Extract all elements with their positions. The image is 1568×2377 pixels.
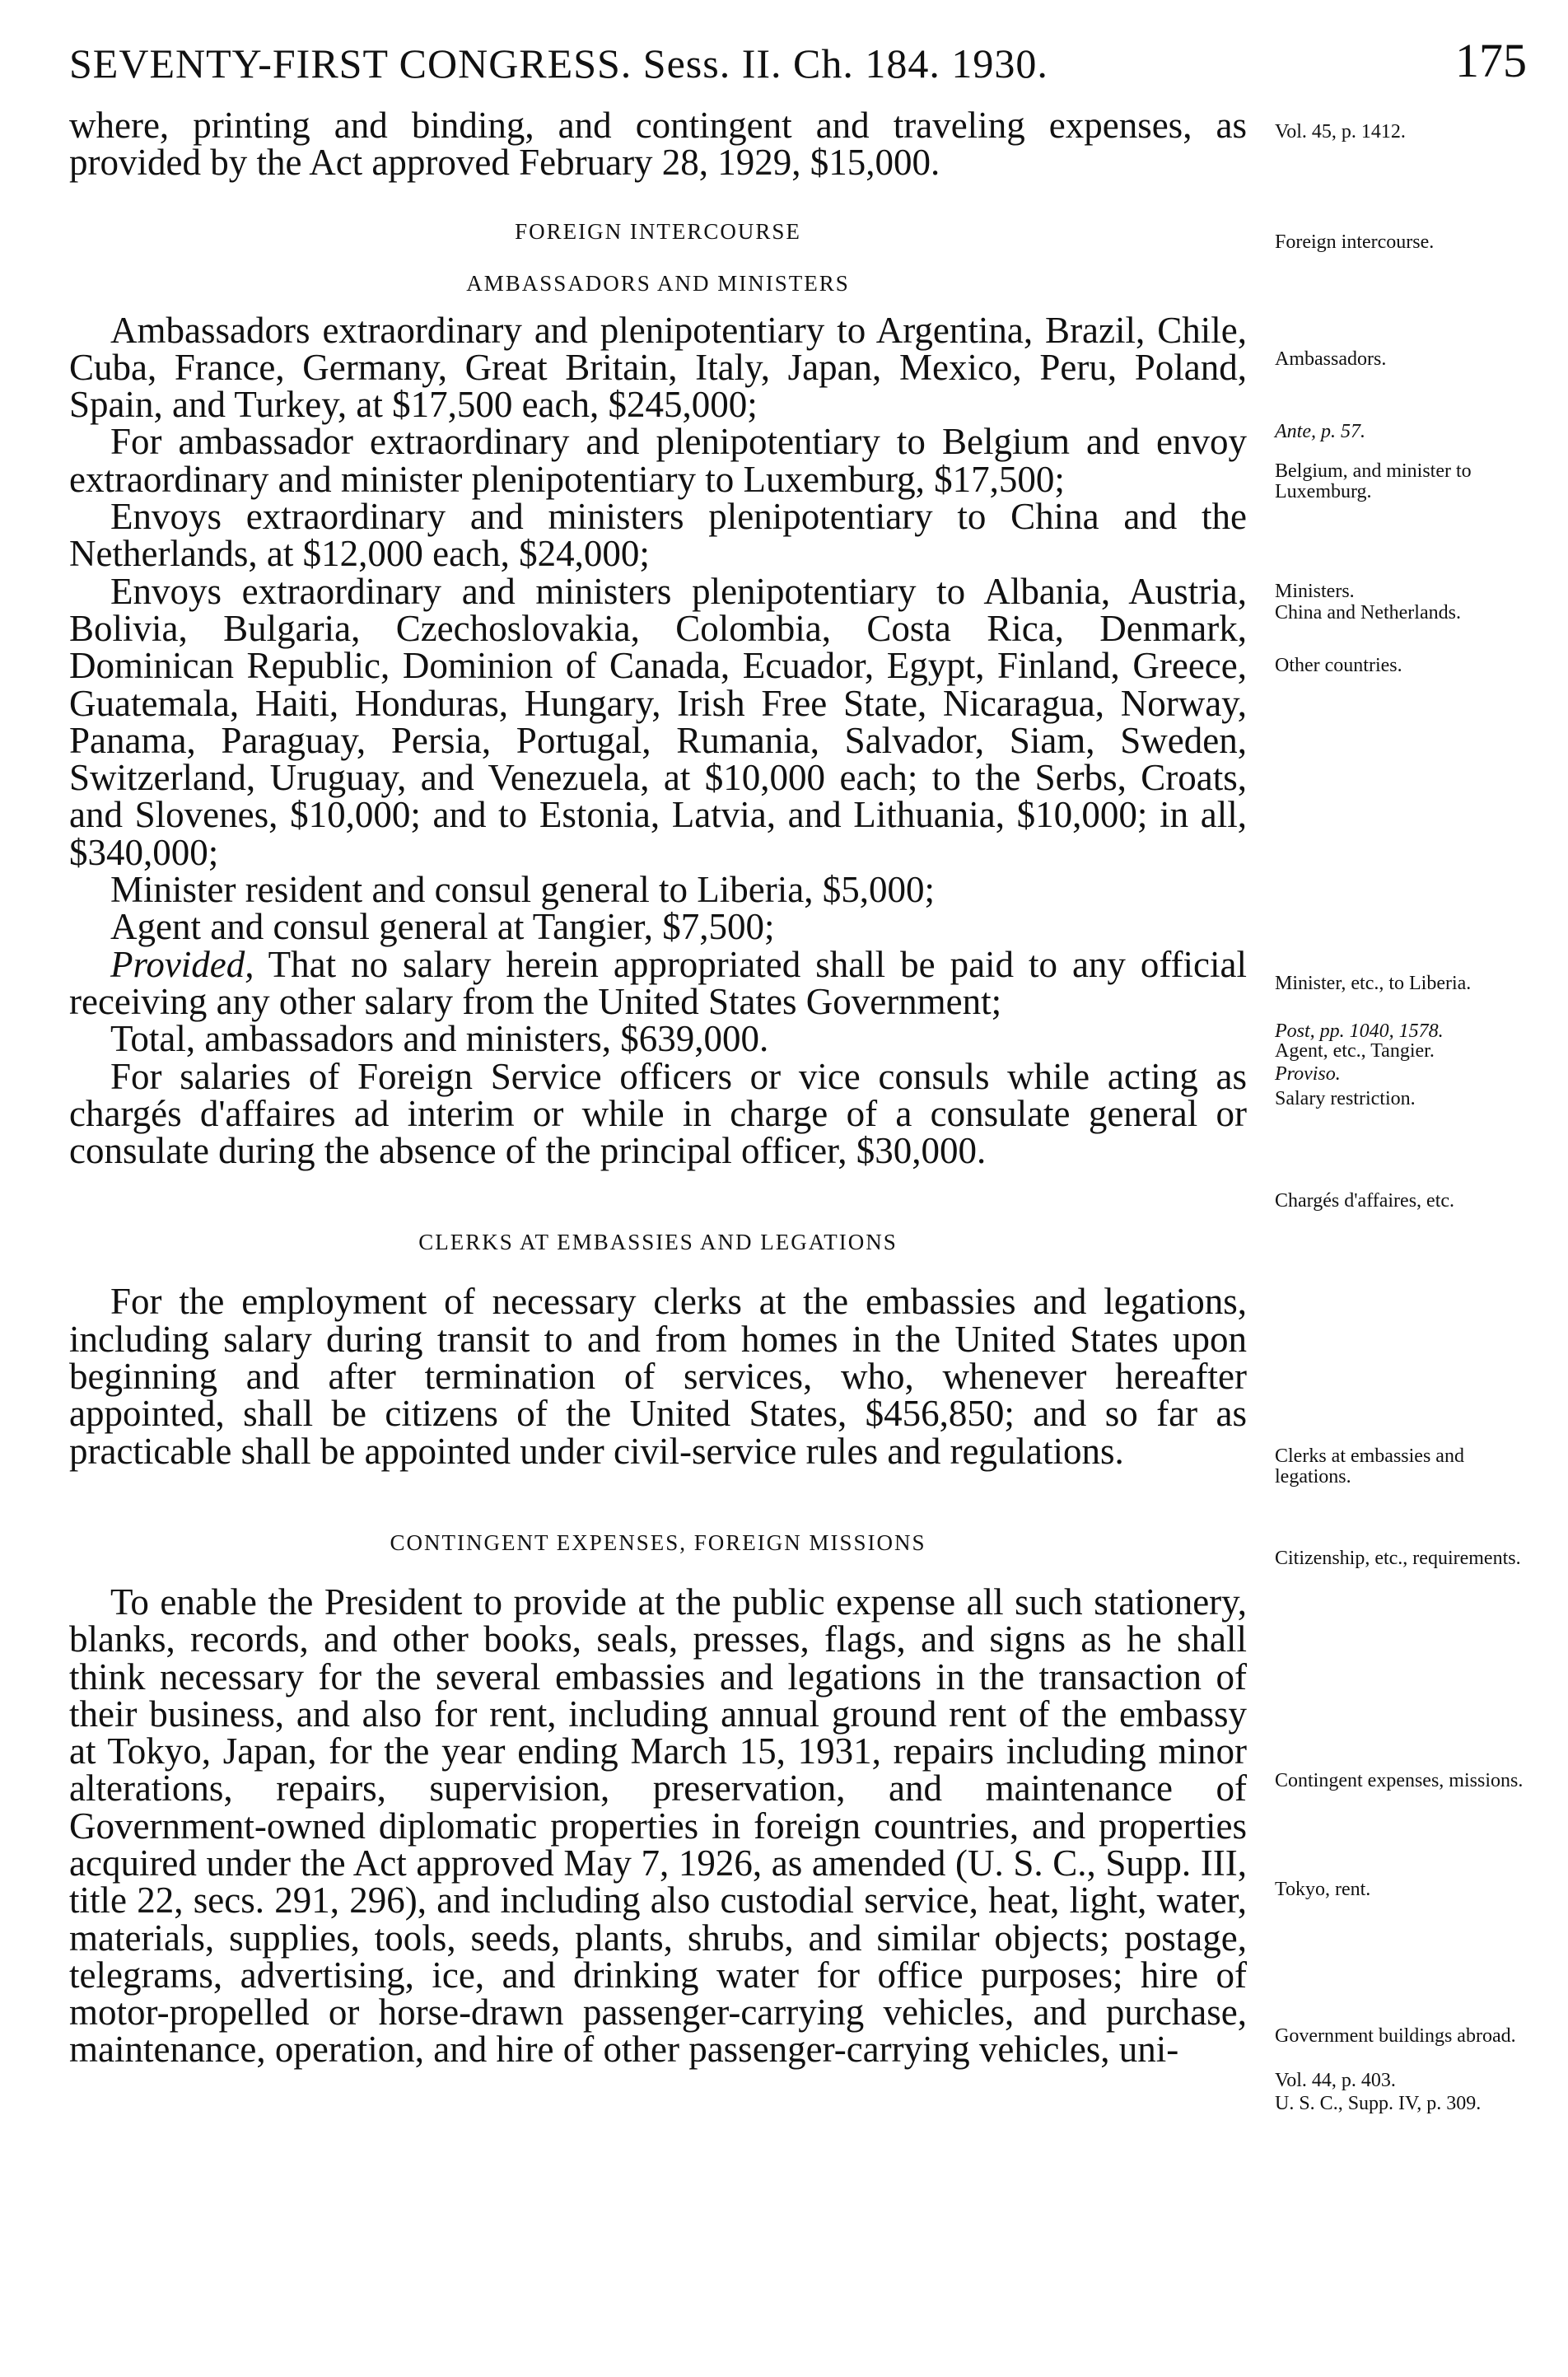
margin-note-vol45: Vol. 45, p. 1412. bbox=[1275, 121, 1406, 142]
margin-note-china: China and Netherlands. bbox=[1275, 602, 1461, 623]
paragraph-clerks: For the employment of necessary clerks at the embassies and legations, including salary during transit to and from homes in the United States upon beginning and after termination of services, who, whenever hereafter appointed, shall be citizens of the United States, $456,850; and so far as practicable shall be appointed under civil-service rules and regulations. bbox=[69, 1281, 1247, 1472]
post-note: Post, pp. 1040, 1578. bbox=[1275, 1020, 1444, 1042]
paragraph-ambassadors: Ambassadors extraordinary and plenipotentiary to Argentina, Brazil, Chile, Cuba, France, Germany, Great Britain, Italy, Japan, Mexico, Peru, Poland, Spain, and Turkey, at $17,500 each, $245,000; bbox=[69, 309, 1247, 426]
paragraph-liberia: Minister resident and consul general to Liberia, $5,000; bbox=[110, 869, 935, 911]
margin-note-charges: Chargés d'affaires, etc. bbox=[1275, 1190, 1455, 1212]
paragraph-contingent: To enable the President to provide at the public expense all such stationery, blanks, records, and other books, seals, presses, flags, and signs as he shall think necessary for the several embassies and legations in the transaction of their business, and also for rent, including annual ground rent of the embassy at Tokyo, Japan, for the year ending March 15, 1931, repairs including minor alterations, repairs, supervision, preservation, and maintenance of Government-owned diplomatic properties in foreign countries, and properties acquired under the Act approved May 7, 1926, as amended (U. S. C., Supp. III, title 22, secs. 291, 296), and including also custodial service, heat, light, water, materials, supplies, tools, seeds, plants, shrubs, and similar objects; postage, telegrams, advertising, ice, and drinking water for office purposes; hire of motor-propelled or horse-drawn passenger-carrying vehicles, and purchase, maintenance, operation, and hire of other passenger-carrying vehicles, uni- bbox=[69, 1581, 1247, 2071]
paragraph-envoys: Envoys extraordinary and ministers plenipotentiary to Albania, Austria, Bolivia, Bulgaria, Czechoslovakia, Colombia, Costa Rica, Denmark, Dominican Republic, Dominion of Canada, Ecuador, Egypt, Finland, Greece, Guatemala, Haiti, Honduras, Hungary, Irish Free State, Nicaragua, Norway, Panama, Paraguay, Persia, Portugal, Rumania, Salvador, Siam, Sweden, Switzerland, Uruguay, and Venezuela, at $10,000 each; to the Serbs, Croats, and Slovenes, $10,000; and to Estonia, Latvia, and Lithuania, $10,000; in all, $340,000; bbox=[69, 570, 1247, 873]
running-title: SEVENTY-FIRST CONGRESS. Sess. II. Ch. 184. 1930. bbox=[69, 40, 1048, 86]
margin-note-ministers: Ministers. bbox=[1275, 581, 1355, 602]
margin-note-agent: Agent, etc., Tangier. bbox=[1275, 1040, 1435, 1062]
proviso-note: Proviso. bbox=[1275, 1063, 1341, 1085]
paragraph-charges: For salaries of Foreign Service officers or vice consuls while acting as chargés d'affaires ad interim or while in charge of a consulate general or consulate during the absence of the principal officer, $30,000. bbox=[69, 1055, 1247, 1172]
ante-note: Ante, p. 57. bbox=[1275, 421, 1365, 442]
margin-note-contingent: Contingent expenses, missions. bbox=[1275, 1770, 1524, 1791]
heading-ambassadors-ministers: AMBASSADORS AND MINISTERS bbox=[466, 270, 850, 296]
margin-note-ante bbox=[1275, 422, 1530, 442]
margin-note-usc: U. S. C., Supp. IV, p. 309. bbox=[1275, 2093, 1482, 2114]
heading-foreign-intercourse: FOREIGN INTERCOURSE bbox=[515, 218, 801, 244]
margin-note-government: Government buildings abroad. bbox=[1275, 2025, 1516, 2047]
paragraph-belgium: For ambassador extraordinary and plenipotentiary to Belgium and envoy extraordinary and minister plenipotentiary to Luxemburg, $17,500; bbox=[69, 421, 1247, 500]
margin-note-salary: Salary restriction. bbox=[1275, 1088, 1416, 1109]
paragraph-proviso bbox=[69, 943, 1247, 1022]
paragraph-china-netherlands: Envoys extraordinary and ministers plenipotentiary to China and the Netherlands, at $12,000 each, $24,000; bbox=[69, 496, 1247, 575]
margin-note-post bbox=[1275, 1021, 1530, 1042]
margin-note-tokyo: Tokyo, rent. bbox=[1275, 1879, 1371, 1900]
intro-paragraph: where, printing and binding, and contingent and traveling expenses, as provided by the Act approved February 28, 1929, $15,000. bbox=[69, 105, 1247, 184]
margin-note-citizenship: Citizenship, etc., requirements. bbox=[1275, 1548, 1521, 1569]
margin-note-belgium: Belgium, and minister to Luxemburg. bbox=[1275, 460, 1472, 502]
paragraph-total: Total, ambassadors and ministers, $639,000. bbox=[110, 1018, 769, 1060]
margin-note-clerks: Clerks at embassies and legations. bbox=[1275, 1445, 1464, 1487]
margin-note-proviso bbox=[1275, 1064, 1530, 1085]
proviso-lead: Provided, bbox=[110, 943, 254, 985]
heading-contingent-expenses: CONTINGENT EXPENSES, FOREIGN MISSIONS bbox=[390, 1529, 926, 1555]
page-number: 175 bbox=[1455, 34, 1527, 87]
margin-note-foreign: Foreign intercourse. bbox=[1275, 231, 1435, 253]
paragraph-tangier: Agent and consul general at Tangier, $7,500; bbox=[110, 906, 775, 948]
margin-note-vol44: Vol. 44, p. 403. bbox=[1275, 2070, 1396, 2091]
main-text-column bbox=[69, 107, 1247, 2069]
proviso-text: That no salary herein appropriated shall be paid to any official receiving any other salary from the United States Government; bbox=[69, 943, 1247, 1022]
margin-note-liberia: Minister, etc., to Liberia. bbox=[1275, 973, 1472, 994]
margin-note-ambassadors: Ambassadors. bbox=[1275, 348, 1387, 370]
heading-clerks: CLERKS AT EMBASSIES AND LEGATIONS bbox=[418, 1230, 898, 1255]
running-header bbox=[69, 33, 1527, 99]
margin-note-other: Other countries. bbox=[1275, 655, 1402, 676]
